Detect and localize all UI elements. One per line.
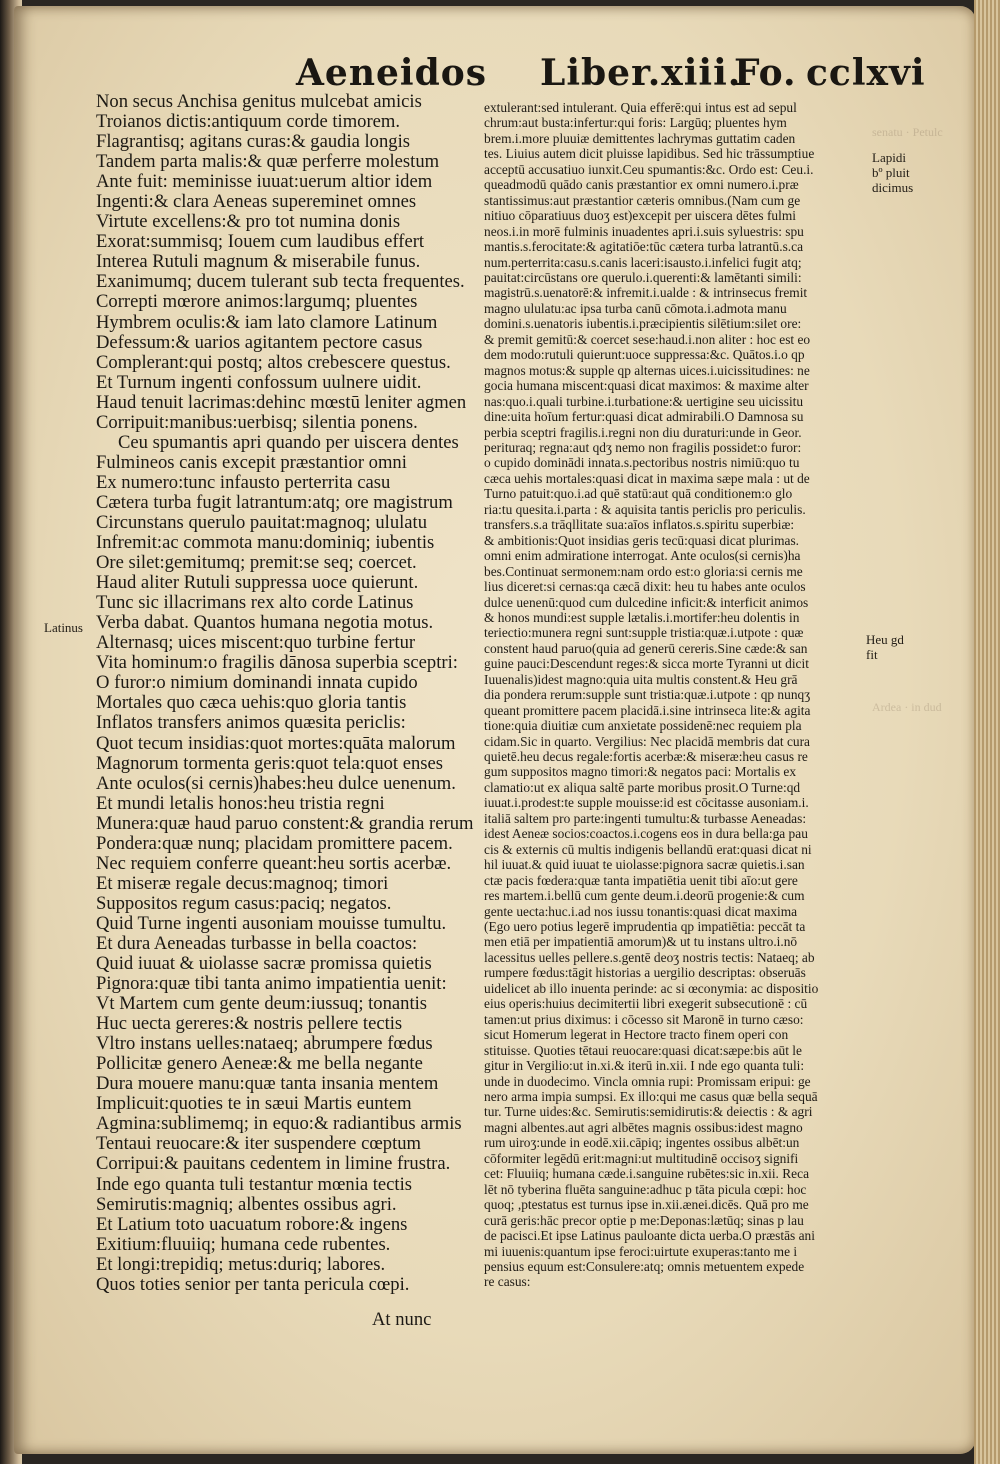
margin-note-line: fit — [866, 647, 878, 662]
verse-line: Complerant:qui postq; altos crebescere questus. — [96, 351, 451, 373]
commentary-line: constent haud paruo(quia ad generū cereris.Sine cæde:& san — [484, 640, 808, 656]
commentary-line: pensius equum est:Consulere:atq; omnis metuentem expede — [484, 1258, 805, 1274]
catchword: At nunc — [372, 1309, 432, 1330]
commentary-line: queant promittere pacem placidā.i.sine intrinseca lite:& agita — [484, 702, 811, 718]
commentary-line: rumpere fœdus:tāgit historias a uergilio descriptas: obseruās — [484, 965, 806, 981]
commentary-line: dia pondera rerum:supple sunt tristia:quæ.i.utpote : qp nunqʒ — [484, 687, 811, 703]
commentary-line: tes. Liuius autem dicit pluisse lapidibus. Sed hic trāssumptiue — [484, 146, 815, 162]
verse-line: Tentaui reuocare:& iter suspendere cœptum — [96, 1133, 421, 1155]
verse-line: Ante fuit: meminisse iuuat:uerum altior idem — [96, 171, 433, 193]
commentary-line: tamen:ut prius diximus: i cōcesso sit Maronē in turno cæso: — [484, 1011, 804, 1027]
verse-line: Vita hominum:o fragilis dānosa superbia sceptri: — [96, 652, 458, 674]
commentary-line: cis & externis cū multis indigenis bellandū erat:quasi dicat ni — [484, 841, 812, 857]
verse-line: Inde ego quanta tuli testantur mœnia tectis — [96, 1173, 413, 1195]
margin-note-latinus: Latinus — [44, 620, 83, 635]
commentary-line: re casus: — [484, 1274, 531, 1290]
verse-line: Vltro instans uelles:nataeq; abrumpere fœdus — [96, 1033, 433, 1055]
verse-line: Pignora:quæ tibi tanta animo impatientia uenit: — [96, 973, 447, 995]
verse-line: Alternasq; uices miscent:quo turbine fertur — [96, 632, 416, 654]
verse-line: Hymbrem oculis:& iam lato clamore Latinum — [96, 311, 438, 333]
commentary-line: sicut Homerum legerat in Hectore tracto finem operi con — [484, 1027, 789, 1043]
verse-line: Quos toties senior per tanta pericula cœpi. — [96, 1273, 410, 1295]
verse-line: Pollicitæ genero Aeneæ:& me bella negante — [96, 1053, 423, 1075]
commentary-line: gitur in Vergilio:ut in.xi.& iterū in.xii. I nde ego quanta tuli: — [484, 1058, 805, 1074]
commentary-line: cet: Fluuiiq; humana cæde.i.sanguine rubētes:sic in.xii. Reca — [484, 1166, 810, 1182]
verse-line: Virtute excellens:& pro tot numina donis — [96, 211, 401, 233]
commentary-line: curā geris:hāc precor optie p me:Deponas:lætūq; sinas p lau — [484, 1212, 804, 1228]
folio-number: cclxvi — [806, 52, 926, 94]
commentary-line: queadmodū quādo canis præstantior ex omni numero.i.præ — [484, 177, 799, 193]
verse-line: Nec requiem conferre queant:heu sortis acerbæ. — [96, 852, 452, 874]
verse-line: Et longi:trepidiq; metus:duriq; labores. — [96, 1253, 386, 1275]
commentary-line: o cupido dominādi innata.s.pectoribus nostris nimiū:quo tu — [484, 455, 800, 471]
verse-line: Circunstans querulo pauitat:magnoq; ululatu — [96, 511, 428, 533]
commentary-line: mi iuuenis:quantum ipse feroci:uirtute exuperas:tanto me i — [484, 1243, 798, 1259]
verse-line: Quid Turne ingenti ausoniam mouisse tumultu. — [96, 912, 447, 934]
verse-line: Implicuit:quoties te in sæui Martis euntem — [96, 1093, 412, 1115]
commentary-line: ria:tu quesita.i.parta : & aquisita tantis periclis pro periculis. — [484, 501, 806, 517]
commentary-line: omni enim admiratione interrogat. Ante oculos(si cernis)ha — [484, 548, 801, 564]
commentary-line: teriectio:munera regni sunt:supple tristia:quæ.i.utpote : quæ — [484, 625, 804, 641]
commentary-line: nitiuo cōparatiuus duoʒ est)excepit per uiscera dētes fulmi — [484, 208, 796, 224]
verse-line: Exorat:summisq; Iouem cum laudibus effert — [96, 231, 425, 253]
commentary-line: gocia humana miscent:quasi dicat maximos: & maxime alter — [484, 378, 809, 394]
verse-line: Corripuit:manibus:uerbisq; silentia ponens. — [96, 411, 418, 433]
commentary-line: tur. Turne uides:&c. Semirutis:semidirutis:& deiectis : & agri — [484, 1104, 813, 1120]
commentary-line: dine:uita hoīum fertur:quasi dicat admirabili.O Damnosa su — [484, 409, 804, 425]
verse-line: Tandem parta malis:& quæ perferre molestum — [96, 151, 440, 173]
margin-note-line: bº pluit — [872, 165, 910, 180]
commentary-line: hil iuuat.& quid iuuat te uiolasse:pignora sacræ quietis.i.san — [484, 857, 805, 873]
verse-line: Munera:quæ haud paruo constent:& grandia rerum — [96, 812, 474, 834]
commentary-line: neos.i.in morē fulminis inuadentes apri.i.suis syluestris: spu — [484, 223, 804, 239]
commentary-line: de pacisci.Et ipse Latinus pauloante dicta uerba.O præstās ani — [484, 1228, 815, 1244]
margin-note-line: Heu gd — [866, 632, 904, 647]
commentary-line: stituisse. Quoties tētaui reuocare:quasi dicat:sæpe:bis aūt le — [484, 1042, 802, 1058]
verse-line: Ex numero:tunc infausto perterrita casu — [96, 471, 391, 493]
verse-line: Semirutis:magniq; albentes ossibus agri. — [96, 1193, 397, 1215]
verse-line: Correpti mœrore animos:largumq; pluentes — [96, 291, 418, 313]
commentary-line: unde in duodecimo. Vincla omnia rupi: Promissam eripui: ge — [484, 1073, 811, 1089]
verse-line: Cætera turba fugit latrantum:atq; ore magistrum — [96, 491, 453, 513]
verse-line: Vt Martem cum gente deum:iussuq; tonantis — [96, 993, 428, 1015]
verse-line: Et mundi letalis honos:heu tristia regni — [96, 792, 385, 814]
margin-note-lapidibus — [872, 150, 913, 195]
verse-line: Inflatos transfers animos quæsita periclis: — [96, 712, 406, 734]
commentary-line: res martem.i.bellū cum gente deum.i.deorū progenie:& cum — [484, 888, 805, 904]
verse-line: Haud aliter Rutuli suppressa uoce quierunt. — [96, 572, 419, 594]
verse-column — [96, 92, 476, 1295]
verse-line: Fulmineos canis excepit præstantior omni — [96, 451, 407, 473]
verse-line: Defessum:& uarios agitantem pectore casus — [96, 331, 423, 353]
commentary-line: chrum:aut busta:infertur:qui foris: Largūq; pluentes hym — [484, 115, 787, 131]
commentary-line: italiā saltem pro parte:ingenti tumultu:& turbasse Aeneadas: — [484, 810, 807, 826]
commentary-line: nero arma impia sumpsi. Ex illo:qui me casus quæ bella sequā — [484, 1089, 818, 1104]
margin-note-line: Lapidi — [872, 150, 906, 165]
commentary-line: perbia sceptri fragilis.i.regni non diu duraturi:unde in Geor. — [484, 424, 802, 440]
commentary-line: uidelicet ab illo inuenta perinde: ac si œconymia: ac dispositio — [484, 980, 819, 996]
commentary-line: lius diceret:si cernas:qa cæcā dixit: heu tu habes ante oculos — [484, 579, 806, 595]
commentary-line: clamatio:ut ex aliqua saltē parte moribus prosit.O Turne:qd — [484, 779, 801, 795]
commentary-line: dulce uenenū:quod cum dulcedine inficit:& interficit animos — [484, 594, 809, 610]
verse-line: Troianos dictis:antiquum corde timorem. — [96, 111, 401, 133]
verse-line: Mortales quo cæca uehis:quo gloria tantis — [96, 692, 407, 714]
commentary-line: pauitat:circūstans ore querulo.i.querenti:& lamētanti simili: — [484, 269, 802, 285]
commentary-line: magistrū.s.uenatorē:& infremit.i.ualde : & intrinsecus fremit — [484, 285, 808, 301]
verse-line: O furor:o nimium dominandi innata cupido — [96, 672, 418, 694]
verse-line: Et Turnum ingenti confossum uulnere uidit. — [96, 371, 422, 393]
verse-line: Ingenti:& clara Aeneas supereminet omnes — [96, 191, 417, 213]
verse-line: Quot tecum insidias:quot mortes:quāta malorum — [96, 732, 456, 754]
commentary-line: rum uiroʒ:unde in eodē.xii.cāpiq; ingentes ossibus albēt:un — [484, 1135, 800, 1151]
commentary-line: Turno patuit:quo.i.ad quē statū:aut quā conditionem:o glo — [484, 486, 793, 502]
commentary-line: magno ululatu:ac ipsa turba canū cōmota.i.admota manu — [484, 300, 787, 316]
verse-line: Pondera:quæ nunq; placidam promittere pacem. — [96, 832, 453, 854]
commentary-line: magni albentes.aut agri albētes magnis ossibus:idest magno — [484, 1119, 803, 1135]
commentary-line: acceptū accusatiuo iunxit.Ceu spumantis:&c. Ordo est: Ceu.i. — [484, 161, 814, 177]
commentary-line: brem.i.more pluuiæ demittentes lachrymas guttatim caden — [484, 130, 796, 146]
margin-note-heu — [866, 632, 904, 662]
commentary-line: domini.s.uenatoris iubentis.i.præcipientis silētium:silet ore: — [484, 316, 802, 332]
margin-note-line: dicimus — [872, 180, 914, 195]
book-number: Liber.xiii. — [540, 52, 742, 94]
commentary-line: magnos motus:& supple qp alternas uices.i.uicissitudines: ne — [484, 362, 810, 378]
commentary-line: Iuuenalis)idest magno:quia uita multis constent.& Heu grā — [484, 671, 798, 687]
commentary-line: gente uecta:huc.i.ad nos iussu tonantis:quasi dicat maxima — [484, 903, 798, 919]
commentary-column — [484, 100, 862, 1290]
commentary-line: lēt nō tyberina fluēta sanguine:adhuc p tāta picula cœpi: hoc — [484, 1181, 807, 1197]
verse-line: Huc uecta gereres:& nostris pellere tectis — [96, 1013, 403, 1035]
commentary-line: mantis.s.ferocitate:& agitatiōe:tūc cætera turba latrantū.s.ca — [484, 239, 804, 255]
verse-line: Ante oculos(si cernis)habes:heu dulce uenenum. — [96, 772, 456, 794]
commentary-line: cidam.Sic in quarto. Vergilius: Nec placidā membris dat cura — [484, 733, 810, 749]
commentary-line: guine pauci:Descendunt reges:& sicca morte Tyranni ut dicit — [484, 656, 809, 672]
commentary-line: iuuat.i.prodest:te supple mouisse:id est cōcitasse ausoniam.i. — [484, 795, 809, 811]
page-edges — [974, 0, 1000, 1464]
commentary-line: & ambitionis:Quot insidias geris tecū:quasi dicat plurimas. — [484, 532, 800, 548]
commentary-line: cōformiter legēdū erit:magni:ut multitudinē occisoʒ signifi — [484, 1150, 799, 1166]
verse-line: Magnorum tormenta geris:quot tela:quot enses — [96, 752, 444, 774]
running-title: Aeneidos — [296, 52, 488, 94]
verse-line: Corripui:& pauitans cedentem in limine frustra. — [96, 1153, 451, 1175]
verse-line: Agmina:sublimemq; in equo:& radiantibus armis — [96, 1113, 462, 1135]
commentary-line: eius operis:huius decimitertii libri exegerit subsecutionē : cū — [484, 996, 808, 1012]
verse-line: Quid iuuat & uiolasse sacræ promissa quietis — [96, 953, 432, 975]
commentary-line: dem modo:rutuli quierunt:uoce suppressa:&c. Quātos.i.o qp — [484, 347, 805, 363]
commentary-line: men etiā per impatientiā amorum)& ut tu instans ultro.i.nō — [484, 934, 798, 950]
commentary-line: & honos mundi:est supple lætalis.i.mortifer:heu dolentis in — [484, 609, 800, 625]
folio-label: Fo. — [734, 52, 797, 94]
commentary-line: ctæ pacis fœdera:quæ tanta impatiētia uenit tibi aīo:ut gere — [484, 872, 798, 888]
commentary-line: gum suppositos magno timori:& negatos paci: Mortalis ex — [484, 764, 797, 780]
commentary-line: nas:quo.i.quali turbine.i.turbatione:& uertigine seu uicissitu — [484, 393, 804, 409]
verse-line: Dura mouere manu:quæ tanta insania mentem — [96, 1073, 439, 1095]
commentary-line: transfers.s.a trāqllitate sua:aīos inflatos.s.spiritu superbiæ: — [484, 517, 795, 533]
commentary-line: tione:quia diuitiæ cum anxietate possidenē:nec requiem pla — [484, 718, 802, 734]
verse-line: Exitium:fluuiiq; humana cede rubentes. — [96, 1233, 391, 1255]
commentary-line: cæca uehis mortales:quasi dicat in maxima sæpe mala : ut de — [484, 470, 810, 486]
verse-line: Haud tenuit lacrimas:dehinc mœstū leniter agmen — [96, 391, 467, 413]
commentary-line: quoq; ,ptestatus est turnus ipse in.xii.ænei.dicēs. Quā pro me — [484, 1197, 809, 1213]
verse-line: Verba dabat. Quantos humana negotia motus. — [96, 612, 434, 634]
verse-line: Et Latium toto uacuatum robore:& ingens — [96, 1213, 408, 1235]
verse-line: Ceu spumantis apri quando per uiscera dentes — [118, 431, 459, 453]
verse-line: Non secus Anchisa genitus mulcebat amicis — [96, 91, 422, 112]
commentary-line: idest Aeneæ socios:coactos.i.cogens eos in dura bella:ga pau — [484, 826, 808, 842]
commentary-line: num.perterrita:casu.s.canis laceri:isausto.i.infelici fugit atq; — [484, 254, 802, 270]
verse-line: Tunc sic illacrimans rex alto corde Latinus — [96, 592, 414, 614]
bleed-through-text: senatu · Petulc — [872, 125, 943, 139]
verse-line: Exanimumq; ducem tulerant sub tecta frequentes. — [96, 271, 465, 293]
verse-line: Ore silet:gemitumq; premit:se seq; coercet. — [96, 552, 417, 574]
commentary-line: lacessitus uelles pellere.s.gentē deoʒ nostris tectis: Nataeq; ab — [484, 949, 815, 965]
verse-line: Infremit:ac commota manu:dominiq; iubentis — [96, 532, 435, 554]
commentary-line: perituraq; regna:aut qdʒ nemo non fragilis possidet:o furor: — [484, 439, 802, 455]
verse-line: Flagrantisq; agitans curas:& gaudia longis — [96, 131, 410, 153]
verse-line: Suppositos regum casus:paciq; negatos. — [96, 892, 392, 914]
commentary-line: extulerant:sed intulerant. Quia efferē:qui intus est ad sepul — [484, 100, 797, 115]
commentary-line: (Ego uero potius legerē imprudentia qp impatiētia: peccāt ta — [484, 919, 806, 935]
verse-line: Et miseræ regale decus:magnoq; timori — [96, 872, 389, 894]
commentary-line: & premit gemitū:& coercet sese:haud.i.non aliter : hoc est eo — [484, 331, 811, 347]
verse-line: Interea Rutuli magnum & miserabile funus. — [96, 251, 421, 273]
verse-line: Et dura Aeneadas turbasse in bella coactos: — [96, 932, 418, 954]
commentary-line: bes.Continuat sermonem:nam ordo est:o gloria:si cernis me — [484, 563, 803, 579]
commentary-line: stantissimus:aut præstantior cæteris omnibus.(Nam cum ge — [484, 192, 801, 208]
bleed-through-text-2: Ardea · in dud — [872, 700, 942, 714]
commentary-line: quietē.heu decus regale:fortis acerbæ:& miseræ:heu casus re — [484, 749, 808, 765]
